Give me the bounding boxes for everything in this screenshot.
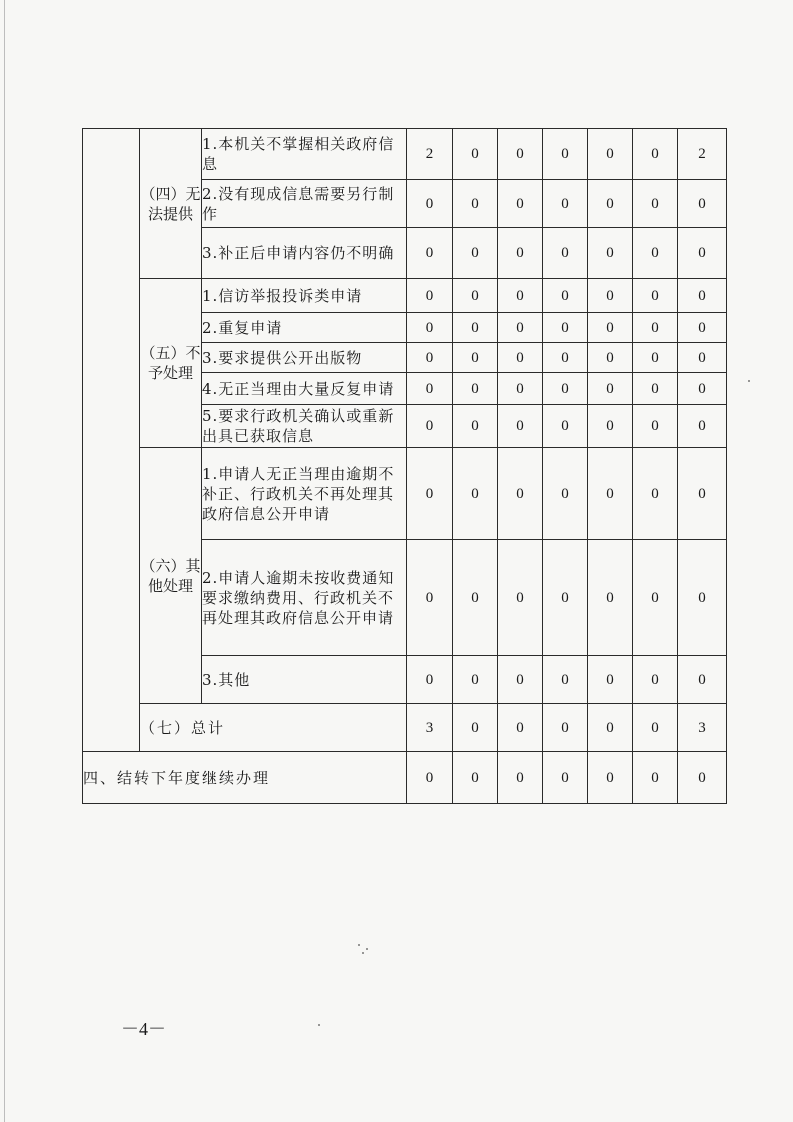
value-cell: 0	[407, 448, 453, 540]
total-value-cell: 0	[543, 704, 588, 752]
value-cell: 0	[453, 448, 498, 540]
value-cell: 0	[588, 129, 633, 180]
value-cell: 0	[407, 373, 453, 405]
table-body	[83, 129, 727, 804]
value-cell: 0	[543, 129, 588, 180]
value-cell: 0	[407, 656, 453, 704]
scan-speck	[362, 952, 364, 954]
value-cell: 0	[633, 656, 678, 704]
carryover-row	[83, 752, 727, 804]
value-cell: 0	[588, 540, 633, 656]
value-cell: 0	[407, 228, 453, 279]
item-label: 1.本机关不掌握相关政府信息	[202, 129, 407, 180]
value-cell: 0	[633, 448, 678, 540]
item-label: 3.要求提供公开出版物	[202, 343, 407, 373]
carryover-value-cell: 0	[498, 752, 543, 804]
value-cell: 0	[588, 228, 633, 279]
value-cell: 0	[588, 373, 633, 405]
value-cell: 0	[588, 313, 633, 343]
total-value-cell: 0	[633, 704, 678, 752]
total-row	[83, 704, 727, 752]
value-cell: 0	[678, 540, 727, 656]
value-cell: 0	[543, 279, 588, 313]
value-cell: 0	[678, 343, 727, 373]
value-cell: 0	[453, 129, 498, 180]
item-label: 5.要求行政机关确认或重新出具已获取信息	[202, 405, 407, 448]
total-value-cell: 3	[407, 704, 453, 752]
value-cell: 0	[453, 228, 498, 279]
value-cell: 0	[633, 405, 678, 448]
value-cell: 0	[407, 279, 453, 313]
item-label: 4.无正当理由大量反复申请	[202, 373, 407, 405]
page-number: －4－	[121, 1019, 166, 1039]
value-cell: 0	[678, 373, 727, 405]
value-cell: 0	[678, 180, 727, 228]
value-cell: 0	[543, 180, 588, 228]
value-cell: 0	[678, 448, 727, 540]
value-cell: 2	[678, 129, 727, 180]
table-row	[83, 448, 727, 540]
scan-speck	[318, 1024, 320, 1026]
carryover-value-cell: 0	[543, 752, 588, 804]
table-row	[83, 129, 727, 180]
value-cell: 0	[633, 129, 678, 180]
value-cell: 0	[543, 405, 588, 448]
value-cell: 0	[588, 656, 633, 704]
value-cell: 0	[498, 373, 543, 405]
statistics-table	[82, 128, 727, 804]
value-cell: 2	[407, 129, 453, 180]
group-label: （六）其他处理	[140, 448, 202, 704]
value-cell: 0	[407, 405, 453, 448]
carryover-value-cell: 0	[588, 752, 633, 804]
value-cell: 0	[453, 405, 498, 448]
value-cell: 0	[453, 180, 498, 228]
value-cell: 0	[633, 279, 678, 313]
item-label: 2.重复申请	[202, 313, 407, 343]
total-value-cell: 0	[453, 704, 498, 752]
item-label: 1.信访举报投诉类申请	[202, 279, 407, 313]
value-cell: 0	[633, 540, 678, 656]
value-cell: 0	[543, 228, 588, 279]
value-cell: 0	[498, 129, 543, 180]
value-cell: 0	[453, 279, 498, 313]
value-cell: 0	[453, 656, 498, 704]
value-cell: 0	[498, 228, 543, 279]
value-cell: 0	[588, 405, 633, 448]
value-cell: 0	[453, 313, 498, 343]
total-value-cell: 0	[588, 704, 633, 752]
value-cell: 0	[498, 448, 543, 540]
total-value-cell: 3	[678, 704, 727, 752]
item-label: 2.申请人逾期未按收费通知要求缴纳费用、行政机关不再处理其政府信息公开申请	[202, 540, 407, 656]
value-cell: 0	[498, 343, 543, 373]
value-cell: 0	[678, 313, 727, 343]
value-cell: 0	[588, 448, 633, 540]
value-cell: 0	[407, 180, 453, 228]
value-cell: 0	[633, 228, 678, 279]
value-cell: 0	[633, 373, 678, 405]
value-cell: 0	[543, 448, 588, 540]
carryover-value-cell: 0	[678, 752, 727, 804]
carryover-label: 四、结转下年度继续办理	[83, 752, 407, 804]
value-cell: 0	[633, 343, 678, 373]
value-cell: 0	[588, 279, 633, 313]
value-cell: 0	[678, 279, 727, 313]
scan-speck	[366, 948, 368, 950]
value-cell: 0	[633, 313, 678, 343]
value-cell: 0	[678, 405, 727, 448]
item-label: 2.没有现成信息需要另行制作	[202, 180, 407, 228]
value-cell: 0	[498, 313, 543, 343]
value-cell: 0	[543, 343, 588, 373]
value-cell: 0	[543, 656, 588, 704]
value-cell: 0	[543, 313, 588, 343]
value-cell: 0	[543, 373, 588, 405]
page-edge	[4, 0, 5, 1122]
group-label: （五）不予处理	[140, 279, 202, 448]
carryover-value-cell: 0	[407, 752, 453, 804]
section-outer-cell	[83, 129, 140, 752]
value-cell: 0	[543, 540, 588, 656]
value-cell: 0	[633, 180, 678, 228]
value-cell: 0	[453, 373, 498, 405]
value-cell: 0	[407, 540, 453, 656]
carryover-value-cell: 0	[453, 752, 498, 804]
value-cell: 0	[407, 313, 453, 343]
item-label: 1.申请人无正当理由逾期不补正、行政机关不再处理其政府信息公开申请	[202, 448, 407, 540]
value-cell: 0	[453, 540, 498, 656]
value-cell: 0	[678, 656, 727, 704]
total-value-cell: 0	[498, 704, 543, 752]
value-cell: 0	[498, 405, 543, 448]
value-cell: 0	[498, 180, 543, 228]
item-label: 3.其他	[202, 656, 407, 704]
scan-speck	[358, 944, 360, 946]
value-cell: 0	[498, 540, 543, 656]
table-row	[83, 279, 727, 313]
value-cell: 0	[588, 180, 633, 228]
carryover-value-cell: 0	[633, 752, 678, 804]
value-cell: 0	[498, 279, 543, 313]
value-cell: 0	[588, 343, 633, 373]
value-cell: 0	[498, 656, 543, 704]
value-cell: 0	[453, 343, 498, 373]
item-label: 3.补正后申请内容仍不明确	[202, 228, 407, 279]
total-label: （七）总计	[140, 704, 407, 752]
group-label: （四）无法提供	[140, 129, 202, 279]
value-cell: 0	[407, 343, 453, 373]
scan-speck	[748, 380, 750, 382]
value-cell: 0	[678, 228, 727, 279]
